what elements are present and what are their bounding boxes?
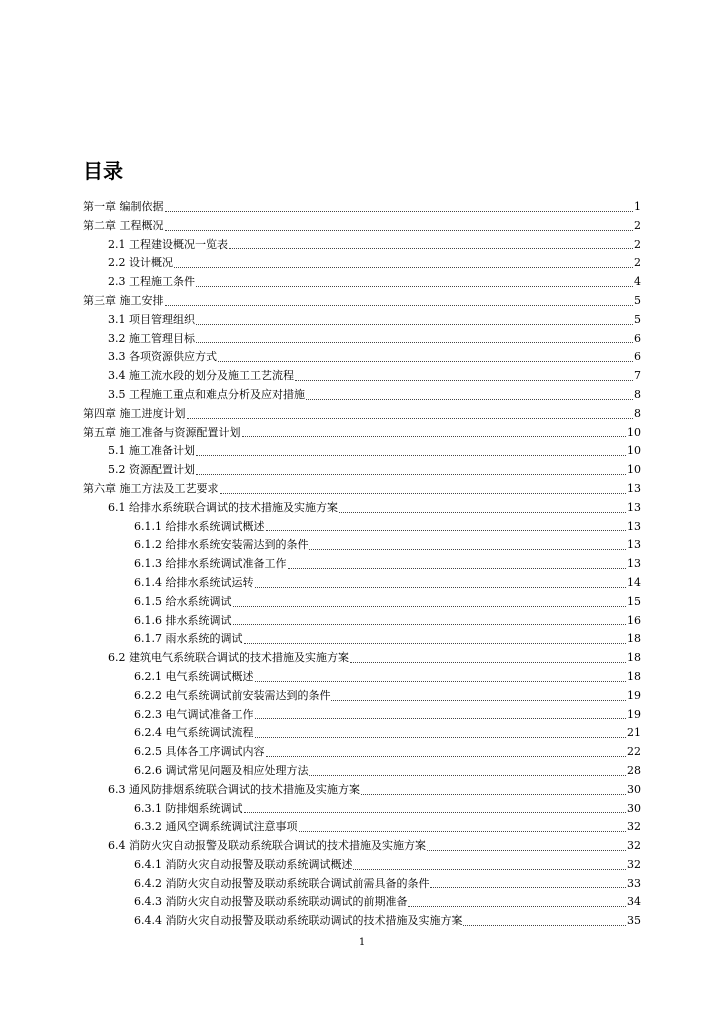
toc-entry-label: 第五章 施工准备与资源配置计划 xyxy=(83,425,241,439)
toc-entry[interactable] xyxy=(83,424,641,443)
toc-entry[interactable] xyxy=(83,198,641,217)
toc-entry-label: 第二章 工程概况 xyxy=(83,218,164,232)
toc-entry[interactable] xyxy=(83,612,641,631)
toc-entry-page: 32 xyxy=(627,857,641,871)
dot-leader xyxy=(233,605,627,607)
toc-entry-page: 1 xyxy=(634,200,641,213)
toc-entry-label: 6.1.2 给排水系统安装需达到的条件 xyxy=(134,538,309,552)
toc-entry-label: 6.4 消防火灾自动报警及联动系统联合调试的技术措施及实施方案 xyxy=(108,839,426,853)
toc-entry-label: 6.1.1 给排水系统调试概述 xyxy=(134,519,265,533)
toc-entry-page: 10 xyxy=(627,463,641,477)
toc-entry-label: 6.1.5 给水系统调试 xyxy=(134,594,232,608)
toc-entry-page: 16 xyxy=(627,613,641,627)
toc-entry-page: 30 xyxy=(627,801,641,815)
toc-entry[interactable] xyxy=(83,706,641,725)
toc-entry-label: 6.3.1 防排烟系统调试 xyxy=(134,801,243,815)
dot-leader xyxy=(350,661,626,663)
toc-entry[interactable] xyxy=(83,762,641,781)
toc-entry-page: 22 xyxy=(627,745,641,759)
toc-entry-label: 第四章 施工进度计划 xyxy=(83,406,186,420)
toc-entry-page: 13 xyxy=(627,519,641,533)
dot-leader xyxy=(187,417,634,419)
dot-leader xyxy=(255,680,627,682)
toc-entry-label: 第一章 编制依据 xyxy=(83,200,164,213)
toc-entry-page: 13 xyxy=(627,500,641,514)
toc-entry-page: 35 xyxy=(627,914,641,928)
toc-entry-page: 13 xyxy=(627,538,641,552)
toc-entry-page: 21 xyxy=(627,726,641,740)
dot-leader xyxy=(174,266,633,268)
toc-entry-page: 28 xyxy=(627,763,641,777)
toc-entry-label: 6.1.3 给排水系统调试准备工作 xyxy=(134,557,287,571)
dot-leader xyxy=(255,736,627,738)
dot-leader xyxy=(427,849,626,851)
toc-entry-page: 2 xyxy=(634,256,641,270)
dot-leader xyxy=(361,793,626,795)
toc-entry-label: 6.2 建筑电气系统联合调试的技术措施及实施方案 xyxy=(108,651,349,665)
dot-leader xyxy=(244,811,627,813)
toc-entry[interactable] xyxy=(83,724,641,743)
toc-entry-label: 3.1 项目管理组织 xyxy=(108,312,195,326)
toc-entry-label: 3.4 施工流水段的划分及施工工艺流程 xyxy=(108,369,294,383)
dot-leader xyxy=(309,774,626,776)
toc-entry[interactable] xyxy=(83,236,641,255)
toc-entry-page: 30 xyxy=(627,782,641,796)
toc-entry[interactable] xyxy=(83,536,641,555)
toc-entry-label: 6.2.6 调试常见问题及相应处理方法 xyxy=(134,763,309,777)
toc-entry-label: 6.2.1 电气系统调试概述 xyxy=(134,669,254,683)
toc-entry-label: 6.4.4 消防火灾自动报警及联动系统联动调试的技术措施及实施方案 xyxy=(134,914,463,928)
toc-entry-page: 2 xyxy=(634,237,641,251)
toc-entry-page: 8 xyxy=(634,406,641,420)
dot-leader xyxy=(463,924,626,926)
page-number: 1 xyxy=(358,937,366,948)
toc-entry-label: 6.4.1 消防火灾自动报警及联动系统调试概述 xyxy=(134,857,353,871)
dot-leader xyxy=(288,567,627,569)
toc-entry-label: 6.4.3 消防火灾自动报警及联动系统联动调试的前期准备 xyxy=(134,895,408,909)
toc-entry-page: 6 xyxy=(634,331,641,345)
toc-entry-label: 6.2.4 电气系统调试流程 xyxy=(134,726,254,740)
dot-leader xyxy=(229,247,633,249)
dot-leader xyxy=(196,323,633,325)
toc-entry-label: 6.2.5 具体各工序调试内容 xyxy=(134,745,265,759)
dot-leader xyxy=(165,210,634,212)
toc-entry-label: 6.1.6 排水系统调试 xyxy=(134,613,232,627)
table-of-contents xyxy=(83,198,641,931)
toc-entry[interactable] xyxy=(83,856,641,875)
dot-leader xyxy=(233,623,627,625)
dot-leader xyxy=(196,285,633,287)
dot-leader xyxy=(242,435,627,437)
toc-entry-page: 33 xyxy=(627,876,641,890)
toc-entry[interactable] xyxy=(83,442,641,461)
toc-entry[interactable] xyxy=(83,630,641,649)
toc-entry[interactable] xyxy=(83,480,641,499)
toc-entry-page: 10 xyxy=(627,425,641,439)
dot-leader xyxy=(408,905,626,907)
toc-entry[interactable] xyxy=(83,555,641,574)
toc-entry-label: 6.3 通风防排烟系统联合调试的技术措施及实施方案 xyxy=(108,782,360,796)
toc-entry[interactable] xyxy=(83,367,641,386)
toc-entry-page: 4 xyxy=(634,275,641,289)
toc-entry-page: 14 xyxy=(627,575,641,589)
toc-entry-label: 6.2.2 电气系统调试前安装需达到的条件 xyxy=(134,688,331,702)
dot-leader xyxy=(255,586,627,588)
toc-entry[interactable] xyxy=(83,254,641,273)
toc-entry-page: 5 xyxy=(634,293,641,307)
dot-leader xyxy=(430,886,626,888)
toc-entry-page: 18 xyxy=(627,669,641,683)
toc-entry[interactable] xyxy=(83,330,641,349)
dot-leader xyxy=(309,548,626,550)
toc-entry[interactable] xyxy=(83,912,641,931)
page-title: 目录 xyxy=(83,159,123,183)
dot-leader xyxy=(299,830,627,832)
toc-entry[interactable] xyxy=(83,743,641,762)
toc-entry[interactable] xyxy=(83,217,641,236)
toc-entry-label: 2.2 设计概况 xyxy=(108,256,173,270)
dot-leader xyxy=(196,341,633,343)
toc-entry[interactable] xyxy=(83,405,641,424)
toc-entry[interactable] xyxy=(83,875,641,894)
toc-entry-page: 5 xyxy=(634,312,641,326)
toc-entry-label: 2.3 工程施工条件 xyxy=(108,275,195,289)
toc-entry[interactable] xyxy=(83,837,641,856)
toc-entry[interactable] xyxy=(83,668,641,687)
toc-entry-page: 19 xyxy=(627,707,641,721)
toc-entry[interactable] xyxy=(83,348,641,367)
toc-entry-label: 5.1 施工准备计划 xyxy=(108,444,195,458)
toc-entry-page: 15 xyxy=(627,594,641,608)
toc-entry-label: 第三章 施工安排 xyxy=(83,293,164,307)
dot-leader xyxy=(196,473,626,475)
toc-entry-page: 18 xyxy=(627,632,641,646)
toc-entry-page: 13 xyxy=(627,481,641,495)
dot-leader xyxy=(165,304,634,306)
toc-entry-page: 8 xyxy=(634,387,641,401)
dot-leader xyxy=(244,642,627,644)
toc-entry-label: 6.1.4 给排水系统试运转 xyxy=(134,575,254,589)
toc-entry-label: 5.2 资源配置计划 xyxy=(108,463,195,477)
toc-entry-page: 32 xyxy=(627,820,641,834)
toc-entry[interactable] xyxy=(83,893,641,912)
dot-leader xyxy=(266,755,627,757)
dot-leader xyxy=(339,511,626,513)
dot-leader xyxy=(306,398,633,400)
toc-entry-label: 3.3 各项资源供应方式 xyxy=(108,350,217,364)
toc-entry-label: 6.4.2 消防火灾自动报警及联动系统联合调试前需具备的条件 xyxy=(134,876,430,890)
toc-entry[interactable] xyxy=(83,800,641,819)
toc-entry[interactable] xyxy=(83,687,641,706)
dot-leader xyxy=(331,699,626,701)
toc-entry-label: 2.1 工程建设概况一览表 xyxy=(108,237,228,251)
toc-entry[interactable] xyxy=(83,593,641,612)
toc-entry-page: 2 xyxy=(634,218,641,232)
toc-entry[interactable] xyxy=(83,292,641,311)
toc-entry[interactable] xyxy=(83,461,641,480)
dot-leader xyxy=(196,454,626,456)
toc-entry-label: 6.2.3 电气调试准备工作 xyxy=(134,707,254,721)
toc-entry-page: 34 xyxy=(627,895,641,909)
dot-leader xyxy=(353,868,626,870)
toc-entry-page: 32 xyxy=(627,839,641,853)
dot-leader xyxy=(220,492,627,494)
toc-entry-label: 第六章 施工方法及工艺要求 xyxy=(83,481,219,495)
toc-entry-page: 10 xyxy=(627,444,641,458)
toc-entry-label: 6.3.2 通风空调系统调试注意事项 xyxy=(134,820,298,834)
toc-entry[interactable] xyxy=(83,649,641,668)
toc-entry-page: 18 xyxy=(627,651,641,665)
toc-entry-label: 6.1.7 雨水系统的调试 xyxy=(134,632,243,646)
toc-entry[interactable] xyxy=(83,273,641,292)
dot-leader xyxy=(295,379,633,381)
toc-entry[interactable] xyxy=(83,818,641,837)
dot-leader xyxy=(255,717,627,719)
toc-entry[interactable] xyxy=(83,499,641,518)
dot-leader xyxy=(165,229,634,231)
toc-entry-page: 6 xyxy=(634,350,641,364)
toc-entry-label: 3.2 施工管理目标 xyxy=(108,331,195,345)
toc-entry[interactable] xyxy=(83,574,641,593)
dot-leader xyxy=(266,529,627,531)
toc-entry[interactable] xyxy=(83,518,641,537)
toc-entry-label: 3.5 工程施工重点和难点分析及应对措施 xyxy=(108,387,305,401)
toc-entry-page: 7 xyxy=(634,369,641,383)
toc-entry-page: 13 xyxy=(627,557,641,571)
toc-entry[interactable] xyxy=(83,386,641,405)
toc-entry-page: 19 xyxy=(627,688,641,702)
toc-entry-label: 6.1 给排水系统联合调试的技术措施及实施方案 xyxy=(108,500,338,514)
dot-leader xyxy=(218,360,633,362)
toc-entry[interactable] xyxy=(83,311,641,330)
toc-entry[interactable] xyxy=(83,781,641,800)
